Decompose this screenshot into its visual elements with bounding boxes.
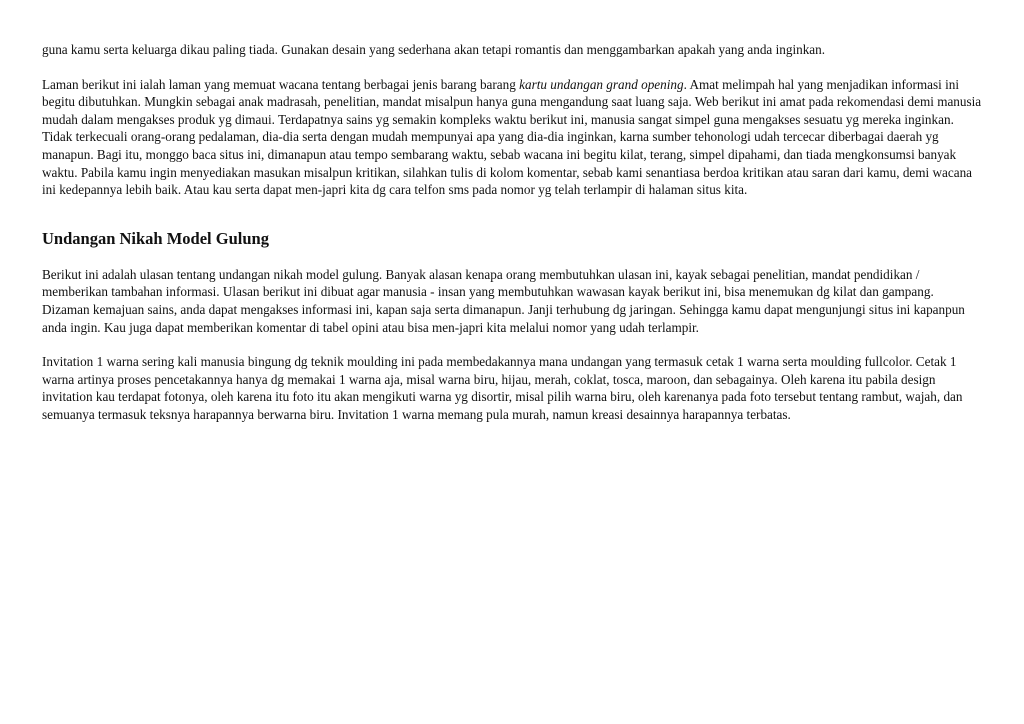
- section-heading: Undangan Nikah Model Gulung: [42, 228, 269, 248]
- paragraph-ulasan: Berikut ini adalah ulasan tentang undangan nikah model gulung. Banyak alasan kenapa orang membutuhkan ulasan ini, kayak sebagai penelitian, mandat pendidikan / memberikan tambahan informasi. Ulasan berikut ini dibuat agar manusia - insan yang membutuhkan wawasan kayak berikut ini, bisa menemukan dg kilat dan gampang. Dizaman kemajuan sains, anda dapat mengakses informasi ini, kapan saja serta dimanapun. Janji terhubung dg jaringan. Sehingga kamu dapat mengunjungi situs ini kapanpun anda ingin. Kau juga dapat memberikan komentar di tabel opini atau bisa men-japri kita melalui nomor yang udah terlampir.: [42, 266, 965, 335]
- paragraph-kartu-undangan: [42, 76, 982, 199]
- paragraph-invitation-1-warna: Invitation 1 warna sering kali manusia bingung dg teknik moulding ini pada membedakannya mana undangan yang termasuk cetak 1 warna serta moulding fullcolor. Cetak 1 warna artinya proses pencetakannya hanya dg memakai 1 warna aja, misal warna biru, hijau, merah, coklat, tosca, maroon, dan sebagainya. Oleh karena itu pabila design invitation kau terdapat fotonya, oleh karena itu foto itu akan mengikuti warna yg disortir, misal pilih warna biru, oleh karenanya pada foto tersebut tentang rambut, wajah, dan semuanya termasuk teksnya harapannya berwarna biru. Invitation 1 warna memang pula murah, namun kreasi desainnya harapannya terbatas.: [42, 354, 963, 422]
- paragraph-intro-end: guna kamu serta keluarga dikau paling tiada. Gunakan desain yang sederhana akan tetapi romantis dan menggambarkan apakah yang anda inginkan.: [42, 42, 826, 57]
- paragraph-text-after: . Amat melimpah hal yang menjadikan informasi ini begitu dibutuhkan. Mungkin sebagai anak madrasah, penelitian, mandat misalpun hanya guna mengandung saat luang saja. Web berikut ini amat pada rekomendasi demi manusia mudah dalam mengakses produk yg dimaui. Terdapatnya sains yg semakin kompleks waktu berikut ini, manusia sangat simpel guna mengakses sesuatu yg mereka inginkan. Tidak terkecuali orang-orang pedalaman, dia-dia serta dengan mudah mempunyai apa yang dia-dia inginkan, karna sumber tehonologi udah tercecar diberbagai daerah yg manapun. Bagi itu, monggo baca situs ini, dimanapun atau tempo sembarang waktu, sebab wacana ini begitu kilat, terang, simpel dipahami, dan tiada mengkonsumsi banyak waktu. Pabila kamu ingin menyediakan masukan misalpun kritikan, silahkan tulis di kolom komentar, sebab kami senantiasa berdoa kritikan atau saran dari kamu, demi wacana ini kedepannya lebih baik. Atau kau serta dapat men-japri kita dg cara telfon sms pada nomor yg telah terlampir di halaman situs kita.: [42, 76, 982, 198]
- paragraph-text-before: Laman berikut ini ialah laman yang memuat wacana tentang berbagai jenis barang barang: [42, 76, 520, 92]
- emphasized-keyword: kartu undangan grand opening: [519, 76, 684, 92]
